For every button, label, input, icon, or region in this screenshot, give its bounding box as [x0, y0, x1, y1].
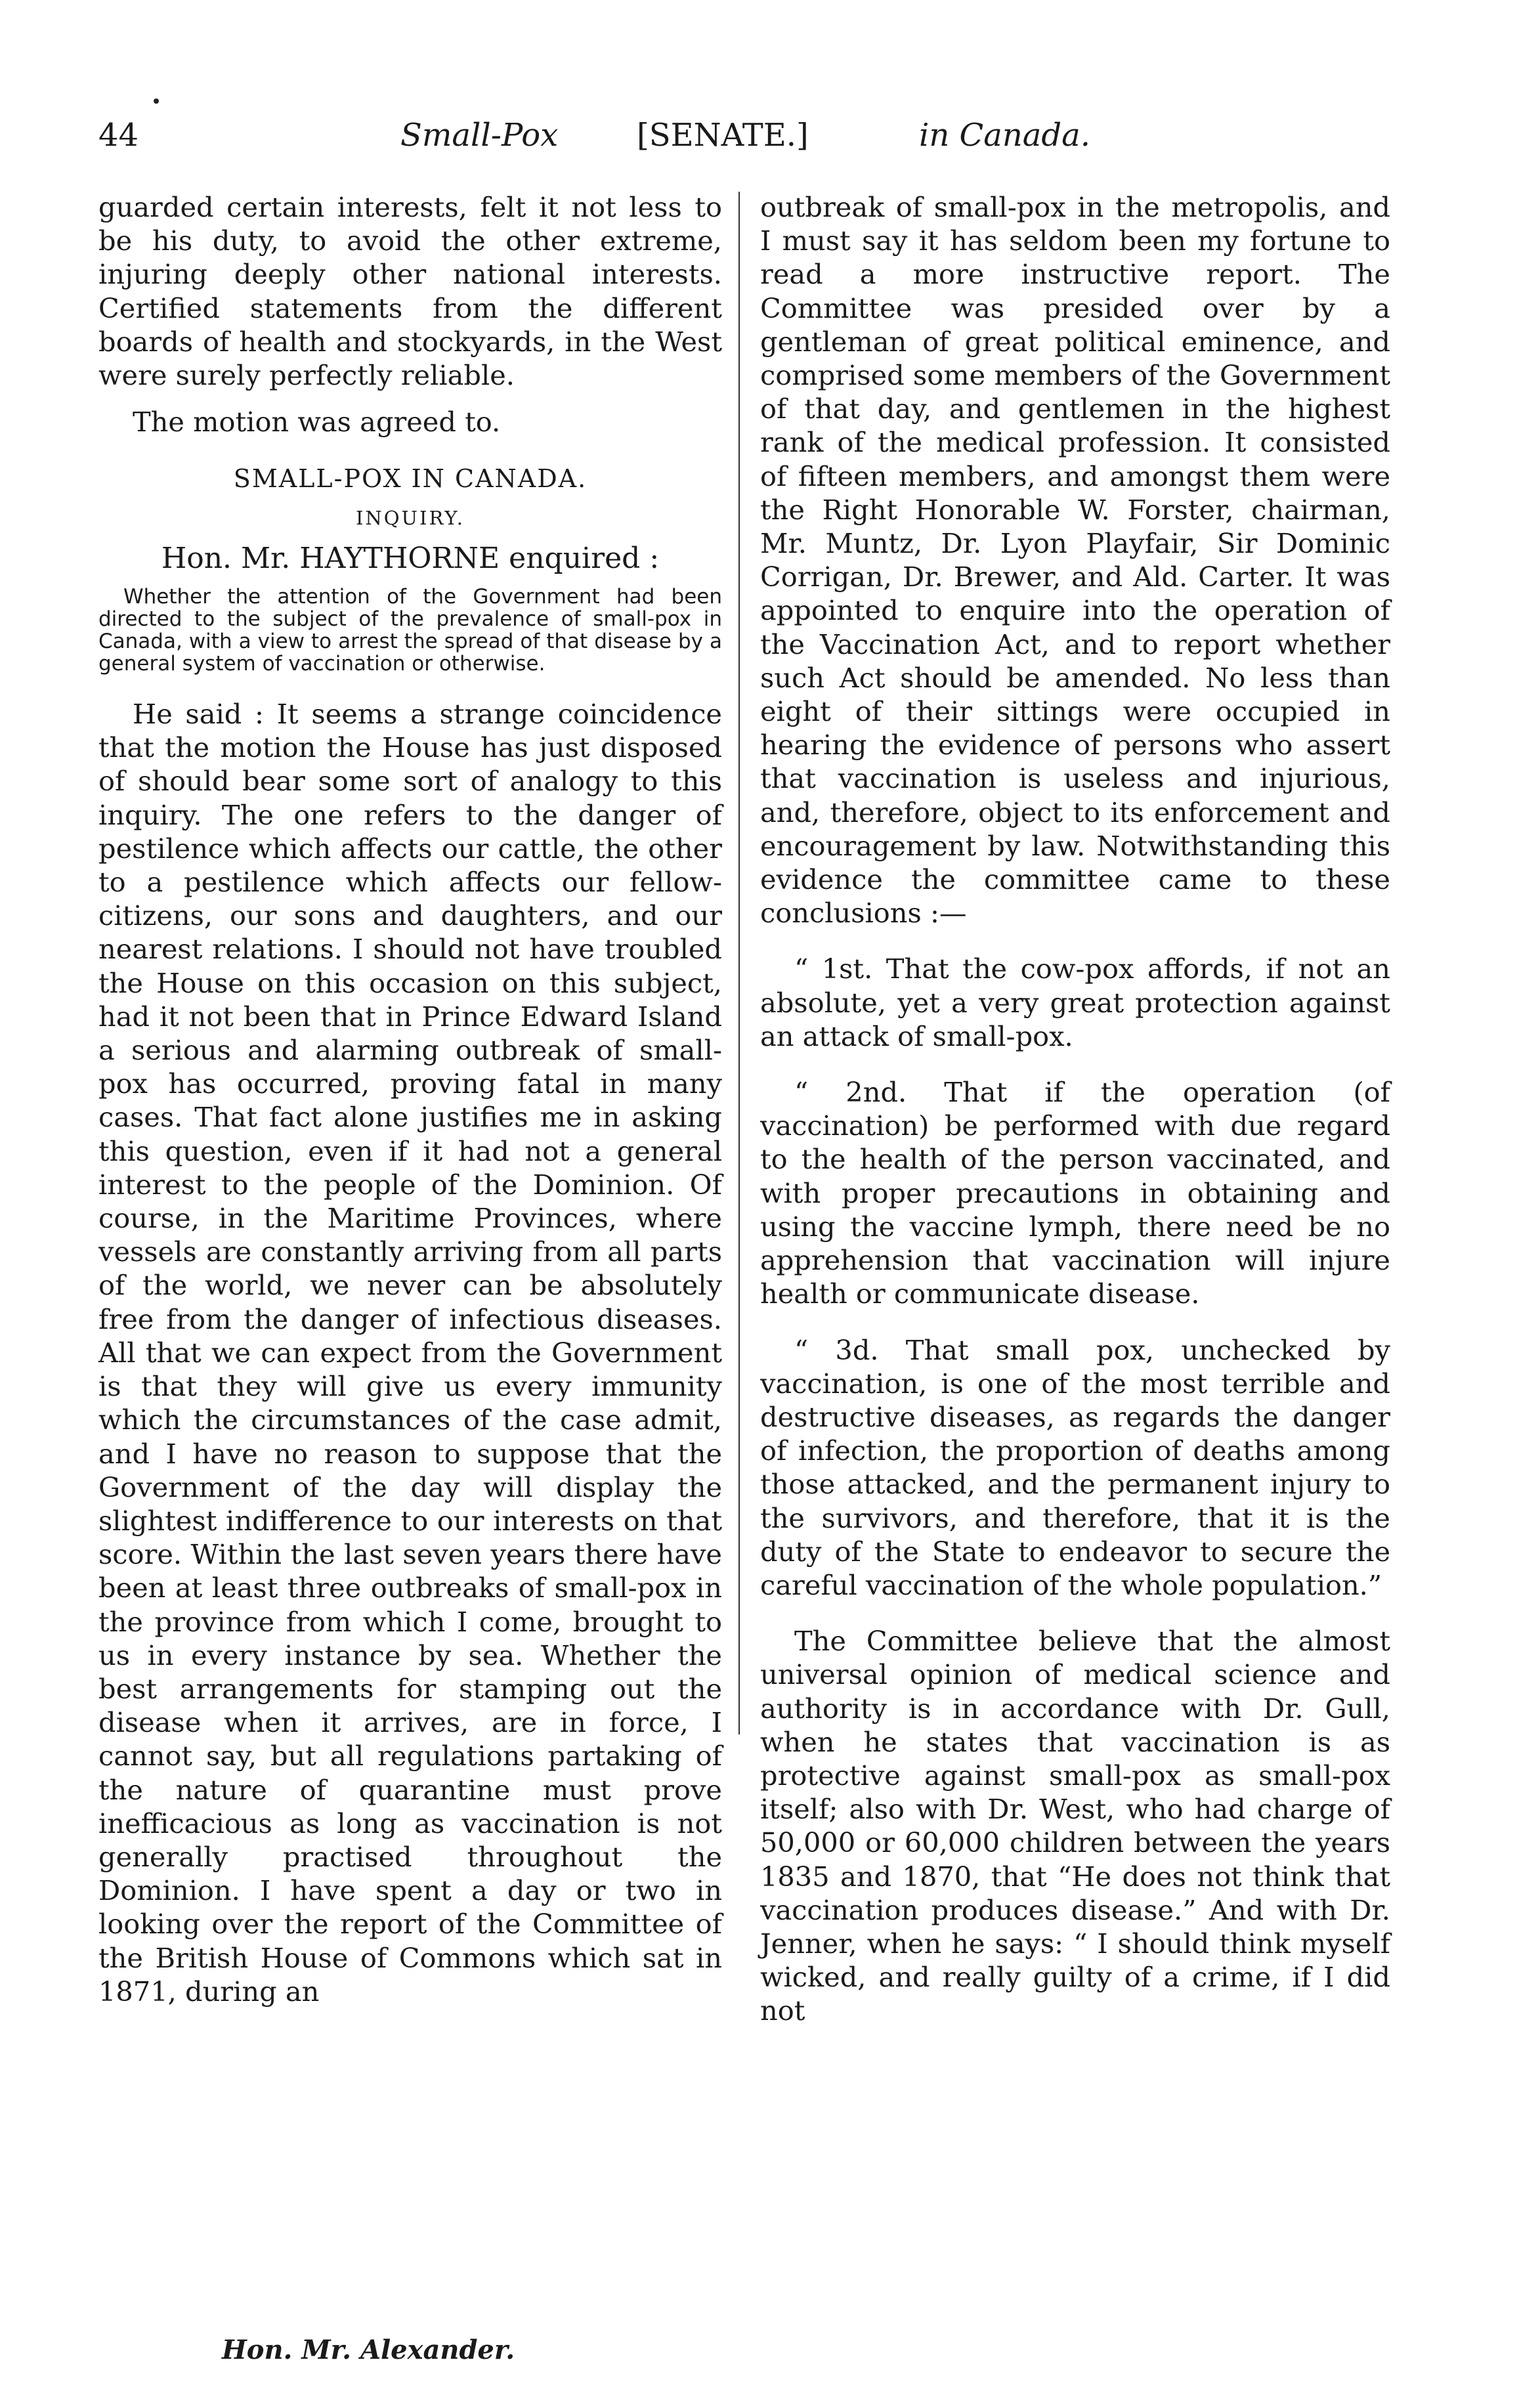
section-title: SMALL-POX IN CANADA. — [233, 464, 588, 494]
inquiry-question: Whether the attention of the Government had been directed to the subject of the prevalence of small-pox in Canada, with a view to arrest the spread of that disease by a general system of vaccination or otherwise. — [98, 585, 722, 676]
right-column — [760, 190, 1390, 2028]
speaker-enquiry: Hon. Mr. HAYTHORNE enquired : — [161, 541, 660, 575]
header-center-title: [SENATE.] — [637, 117, 809, 154]
conclusion-2: “ 2nd. That if the operation (of vaccination) be performed with due regard to the health of the person vaccinated, and with proper precautions in obtaining and using the vaccine lymph, there need be no apprehension that vaccination will injure health or communicate disease. — [760, 1076, 1390, 1310]
print-dot — [154, 98, 159, 104]
left-paragraph-2: He said : It seems a strange coincidence that the motion the House has just disposed of should bear some sort of analogy to this inquiry. The one refers to the danger of pestilence which affects our cattle, the other to a pestilence which affects our fellow-citizens, our sons and daughters, and our nearest relations. I should not have troubled the House on this occasion on this subject, had it not been that in Prince Edward Island a serious and alarming outbreak of small-pox has occurred, proving fatal in many cases. That fact alone justifies me in asking this question, even if it had not a general interest to the people of the Dominion. Of course, in the Maritime Provinces, where vessels are constantly arriving from all parts of the world, we never can be absolutely free from the danger of infectious diseases. All that we can expect from the Government is that they will give us every immunity which the circumstances of the case admit, and I have no reason to suppose that the Government of the day will display the slightest indifference to our interests on that score. Within the last seven years there have been at least three outbreaks of small-pox in the province from which I come, brought to us in every instance by sea. Whether the best arrangements for stamping out the disease when it arrives, are in force, I cannot say, but all regulations partaking of the nature of quarantine must prove inefficacious as long as vaccination is not generally practised throughout the Dominion. I have spent a day or two in looking over the report of the Committee of the British House of Commons which sat in 1871, during an — [98, 698, 722, 2008]
right-paragraph-2: The Committee believe that the almost universal opinion of medical science and authority is in accordance with Dr. Gull, when he states that vaccination is as protective against small-pox as small-pox itself; also with Dr. West, who had charge of 50,000 or 60,000 children between the years 1835 and 1870, that “He does not think that vaccination produces disease.” And with Dr. Jenner, when he says: “ I should think myself wicked, and really guilty of a crime, if I did not — [760, 1625, 1390, 2027]
motion-note: The motion was agreed to. — [133, 406, 501, 439]
footer-speaker: Hon. Mr. Alexander. — [222, 2334, 515, 2365]
left-column — [98, 190, 722, 2008]
right-paragraph-1: outbreak of small-pox in the metropolis, and I must say it has seldom been my fortune to read a more instructive report. The Committee was presided over by a gentleman of great political eminence, and comprised some members of the Government of that day, and gentlemen in the highest rank of the medical profession. It consisted of fifteen members, and amongst them were the Right Honorable W. Forster, chairman, Mr. Muntz, Dr. Lyon Playfair, Sir Dominic Corrigan, Dr. Brewer, and Ald. Carter. It was appointed to enquire into the operation of the Vaccination Act, and to report whether such Act should be amended. No less than eight of their sittings were occupied in hearing the evidence of persons who assert that vaccination is useless and injurious, and, therefore, object to its enforcement and encouragement by law. Notwithstanding this evidence the committee came to these conclusions :— — [760, 191, 1390, 930]
section-subtitle: INQUIRY. — [355, 506, 465, 529]
header-left-title: Small-Pox — [400, 117, 559, 154]
conclusion-1: “ 1st. That the cow-pox affords, if not an absolute, yet a very great protection against an attack of small-pox. — [760, 953, 1390, 1052]
left-paragraph-1: guarded certain interests, felt it not less to be his duty, to avoid the other extreme, injuring deeply other national interests. Certified statements from the different boards of health and stockyards, in the West were surely perfectly reliable. — [98, 191, 722, 392]
column-divider — [738, 192, 740, 1734]
running-header — [98, 117, 1096, 163]
conclusion-3: “ 3d. That small pox, unchecked by vaccination, is one of the most terrible and destructive diseases, as regards the danger of infection, the proportion of deaths among those attacked, and the permanent injury to the survivors, and therefore, that it is the duty of the State to endeavor to secure the careful vaccination of the whole population.” — [760, 1333, 1390, 1601]
page-number: 44 — [98, 117, 139, 154]
header-right-title: in Canada. — [919, 117, 1090, 154]
